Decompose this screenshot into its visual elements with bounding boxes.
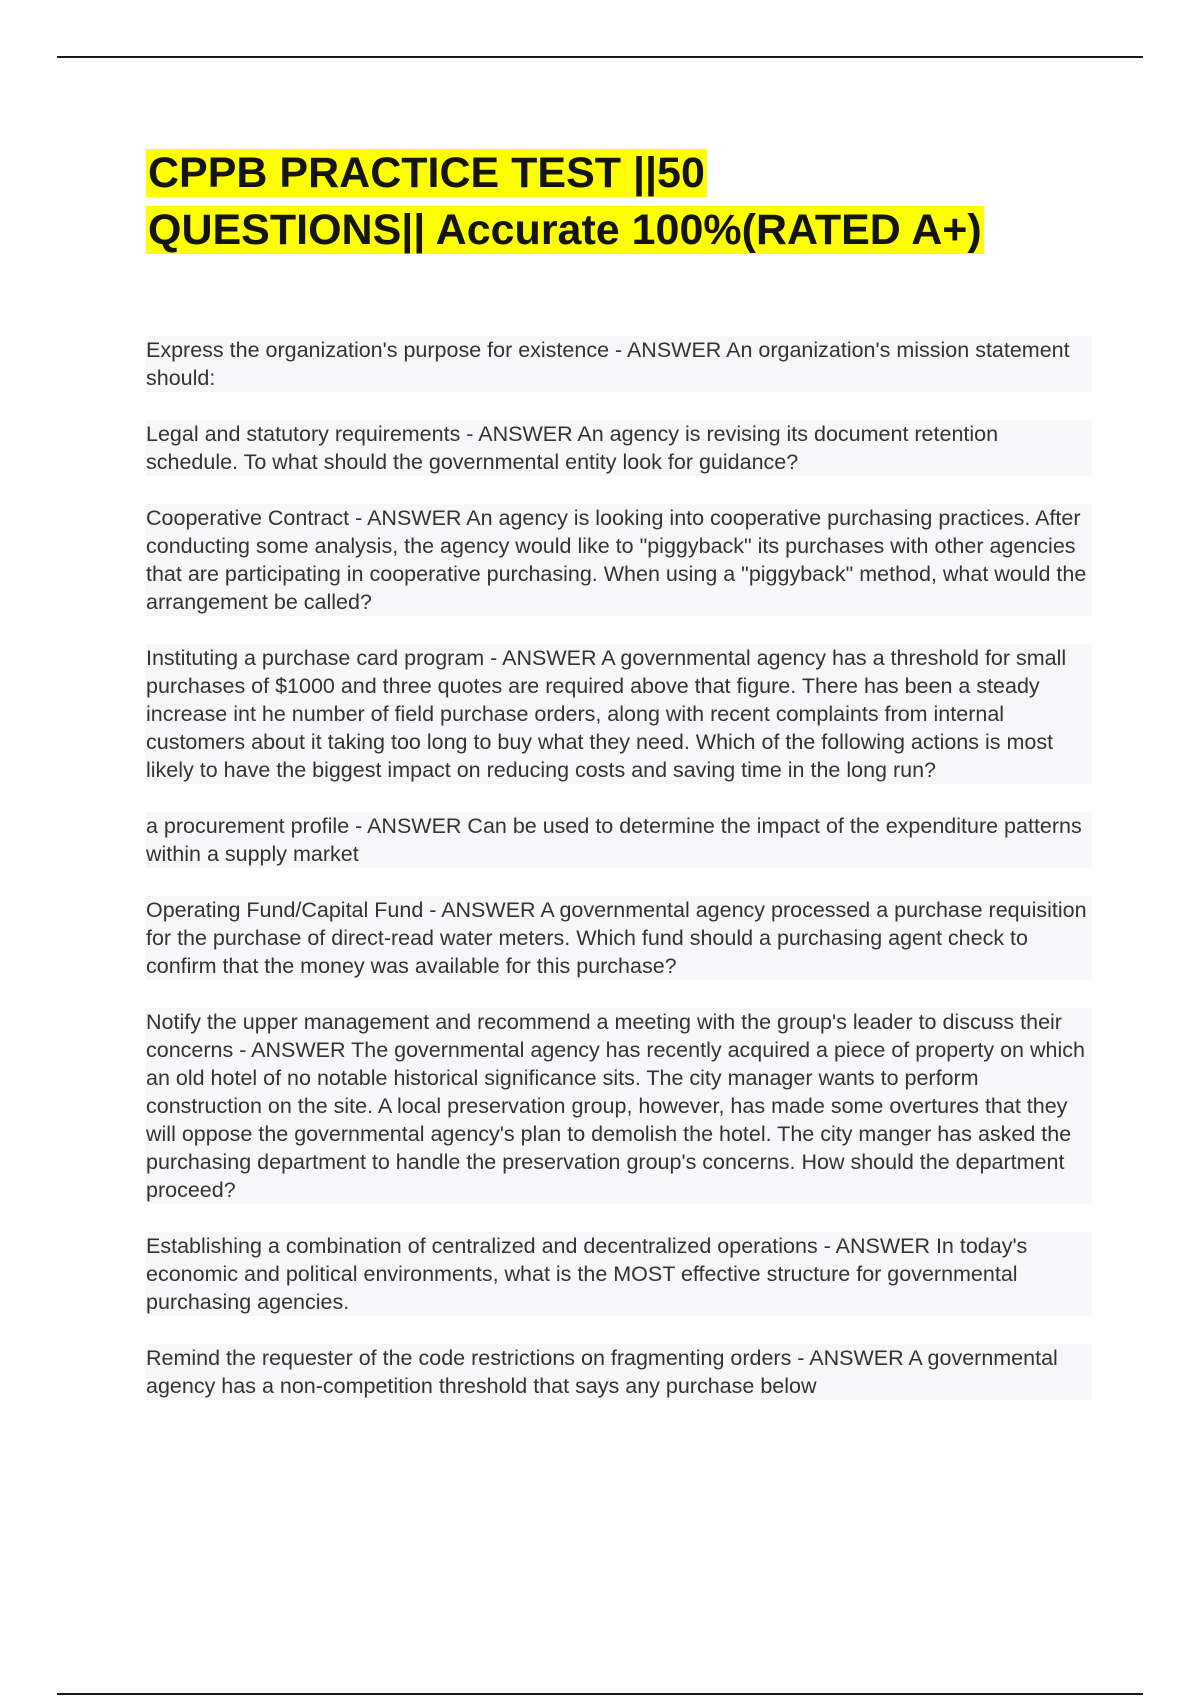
qa-item: Establishing a combination of centralized and decentralized operations - ANSWER In today's economic and political environments, what is the MOST effective structure for governmental purchasing agencies. [146,1232,1092,1316]
qa-item: Express the organization's purpose for existence - ANSWER An organization's mission statement should: [146,336,1092,392]
title-line-1: CPPB PRACTICE TEST ||50 [148,149,705,197]
top-rule [57,56,1143,58]
qa-item: Notify the upper management and recommend a meeting with the group's leader to discuss their concerns - ANSWER The governmental agency has recently acquired a piece of property on which an old hotel of no notable historical significance sits. The city manager wants to perform construction on the site. A local preservation group, however, has made some overtures that they will oppose the governmental agency's plan to demolish the hotel. The city manger has asked the purchasing department to handle the preservation group's concerns. How should the department proceed? [146,1008,1092,1204]
qa-item: Legal and statutory requirements - ANSWER An agency is revising its document retention schedule. To what should the governmental entity look for guidance? [146,420,1092,476]
qa-item: a procurement profile - ANSWER Can be used to determine the impact of the expenditure patterns within a supply market [146,812,1092,868]
qa-item: Instituting a purchase card program - ANSWER A governmental agency has a threshold for small purchases of $1000 and three quotes are required above that figure. There has been a steady increase int he number of field purchase orders, along with recent complaints from internal customers about it taking too long to buy what they need. Which of the following actions is most likely to have the biggest impact on reducing costs and saving time in the long run? [146,644,1092,784]
bottom-rule [57,1693,1143,1695]
qa-item: Cooperative Contract - ANSWER An agency is looking into cooperative purchasing practices. After conducting some analysis, the agency would like to "piggyback" its purchases with other agencies that are participating in cooperative purchasing. When using a "piggyback" method, what would the arrangement be called? [146,504,1092,616]
title-line-2: QUESTIONS|| Accurate 100%(RATED A+) [148,206,982,254]
qa-list [146,336,1092,1428]
qa-item: Remind the requester of the code restrictions on fragmenting orders - ANSWER A governmental agency has a non-competition threshold that says any purchase below [146,1344,1092,1400]
title-block [146,145,1086,259]
qa-item: Operating Fund/Capital Fund - ANSWER A governmental agency processed a purchase requisition for the purchase of direct-read water meters. Which fund should a purchasing agent check to confirm that the money was available for this purchase? [146,896,1092,980]
page-title [146,145,1086,259]
